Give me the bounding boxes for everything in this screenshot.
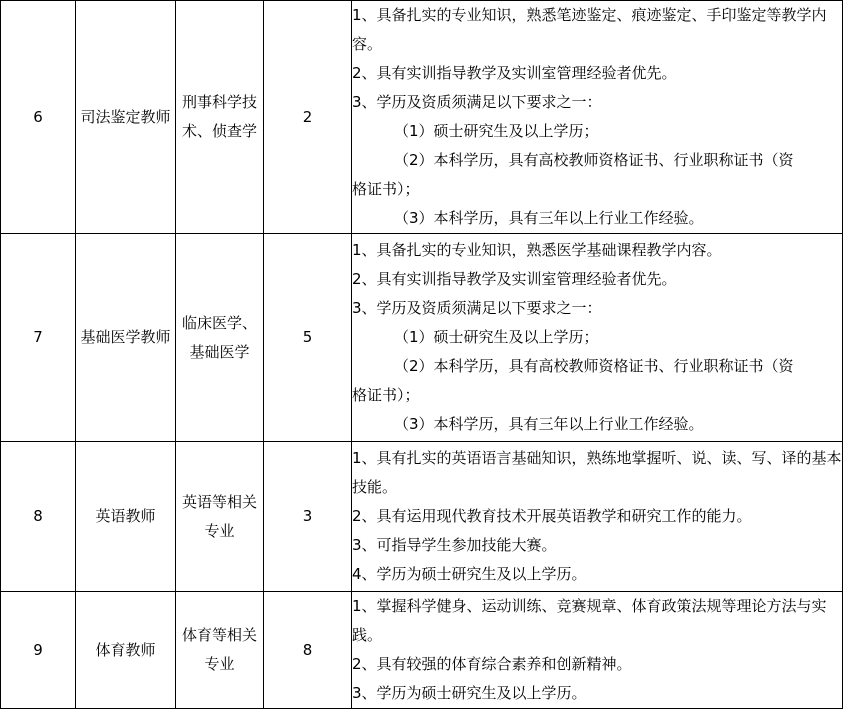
requirement-line: （2）本科学历，具有高校教师资格证书、行业职称证书（资	[394, 151, 794, 169]
row-number-cell	[1, 1, 76, 234]
requirements-cell	[352, 442, 843, 592]
requirement-line: （1）硕士研究生及以上学历；	[394, 328, 599, 346]
requirements-cell	[352, 592, 843, 709]
count-cell-text: 2	[302, 107, 313, 126]
major-cell	[176, 442, 264, 592]
major-cell-text: 刑事科学技术、侦查学	[181, 93, 257, 140]
count-cell	[264, 1, 352, 234]
count-cell-text: 3	[302, 507, 313, 525]
row-number-cell	[1, 234, 76, 442]
position-cell-text: 英语教师	[95, 507, 156, 525]
requirements-cell	[352, 234, 843, 442]
table-row	[1, 592, 843, 709]
row-number-cell-text: 9	[33, 640, 43, 659]
position-cell	[76, 234, 176, 442]
requirement-line: 3、可指导学生参加技能大赛。	[352, 536, 557, 554]
major-cell	[176, 592, 264, 709]
requirement-line: 3、学历为硕士研究生及以上学历。	[352, 684, 587, 702]
count-cell-text: 8	[302, 640, 313, 659]
table-row	[1, 1, 843, 234]
count-cell	[264, 234, 352, 442]
requirement-line: 格证书）；	[352, 386, 420, 404]
requirement-line: 1、具有扎实的英语语言基础知识，熟练地掌握听、说、读、写、译的基本技能。	[352, 449, 842, 496]
requirement-line: （2）本科学历，具有高校教师资格证书、行业职称证书（资	[394, 357, 794, 375]
major-cell-text: 体育等相关专业	[181, 626, 257, 673]
major-cell	[176, 1, 264, 234]
requirement-line: 1、具备扎实的专业知识，熟悉医学基础课程教学内容。	[352, 241, 722, 259]
position-cell-text: 体育教师	[95, 640, 156, 659]
requirement-line: 3、学历及资质须满足以下要求之一：	[352, 299, 602, 317]
count-cell-text: 5	[302, 328, 313, 346]
table-body	[1, 1, 843, 709]
requirement-line: 4、学历为硕士研究生及以上学历。	[352, 565, 587, 583]
requirement-line: （3）本科学历，具有三年以上行业工作经验。	[394, 209, 704, 227]
row-number-cell-text: 8	[33, 507, 43, 525]
requirement-line: 1、具备扎实的专业知识，熟悉笔迹鉴定、痕迹鉴定、手印鉴定等教学内容。	[352, 6, 827, 53]
position-cell	[76, 592, 176, 709]
position-cell-text: 司法鉴定教师	[80, 107, 171, 126]
position-cell	[76, 1, 176, 234]
position-cell-text: 基础医学教师	[80, 328, 171, 346]
requirement-line: 格证书）；	[352, 180, 420, 198]
requirement-line: 2、具有实训指导教学及实训室管理经验者优先。	[352, 270, 677, 288]
requirement-line: 1、掌握科学健身、运动训练、竞赛规章、体育政策法规等理论方法与实践。	[352, 597, 827, 644]
major-cell	[176, 234, 264, 442]
requirement-line: （3）本科学历，具有三年以上行业工作经验。	[394, 415, 704, 433]
position-cell	[76, 442, 176, 592]
table-row	[1, 442, 843, 592]
row-number-cell	[1, 592, 76, 709]
requirement-line: 2、具有实训指导教学及实训室管理经验者优先。	[352, 64, 677, 82]
requirement-line: 2、具有较强的体育综合素养和创新精神。	[352, 655, 632, 673]
table-row	[1, 234, 843, 442]
requirement-line: 3、学历及资质须满足以下要求之一：	[352, 93, 602, 111]
row-number-cell-text: 6	[33, 107, 43, 126]
major-cell-text: 英语等相关专业	[181, 492, 257, 540]
requirement-line: （1）硕士研究生及以上学历；	[394, 122, 599, 140]
count-cell	[264, 592, 352, 709]
requirement-line: 2、具有运用现代教育技术开展英语教学和研究工作的能力。	[352, 507, 752, 525]
row-number-cell	[1, 442, 76, 592]
count-cell	[264, 442, 352, 592]
requirements-cell	[352, 1, 843, 234]
major-cell-text: 临床医学、基础医学	[181, 313, 257, 361]
row-number-cell-text: 7	[33, 328, 43, 346]
